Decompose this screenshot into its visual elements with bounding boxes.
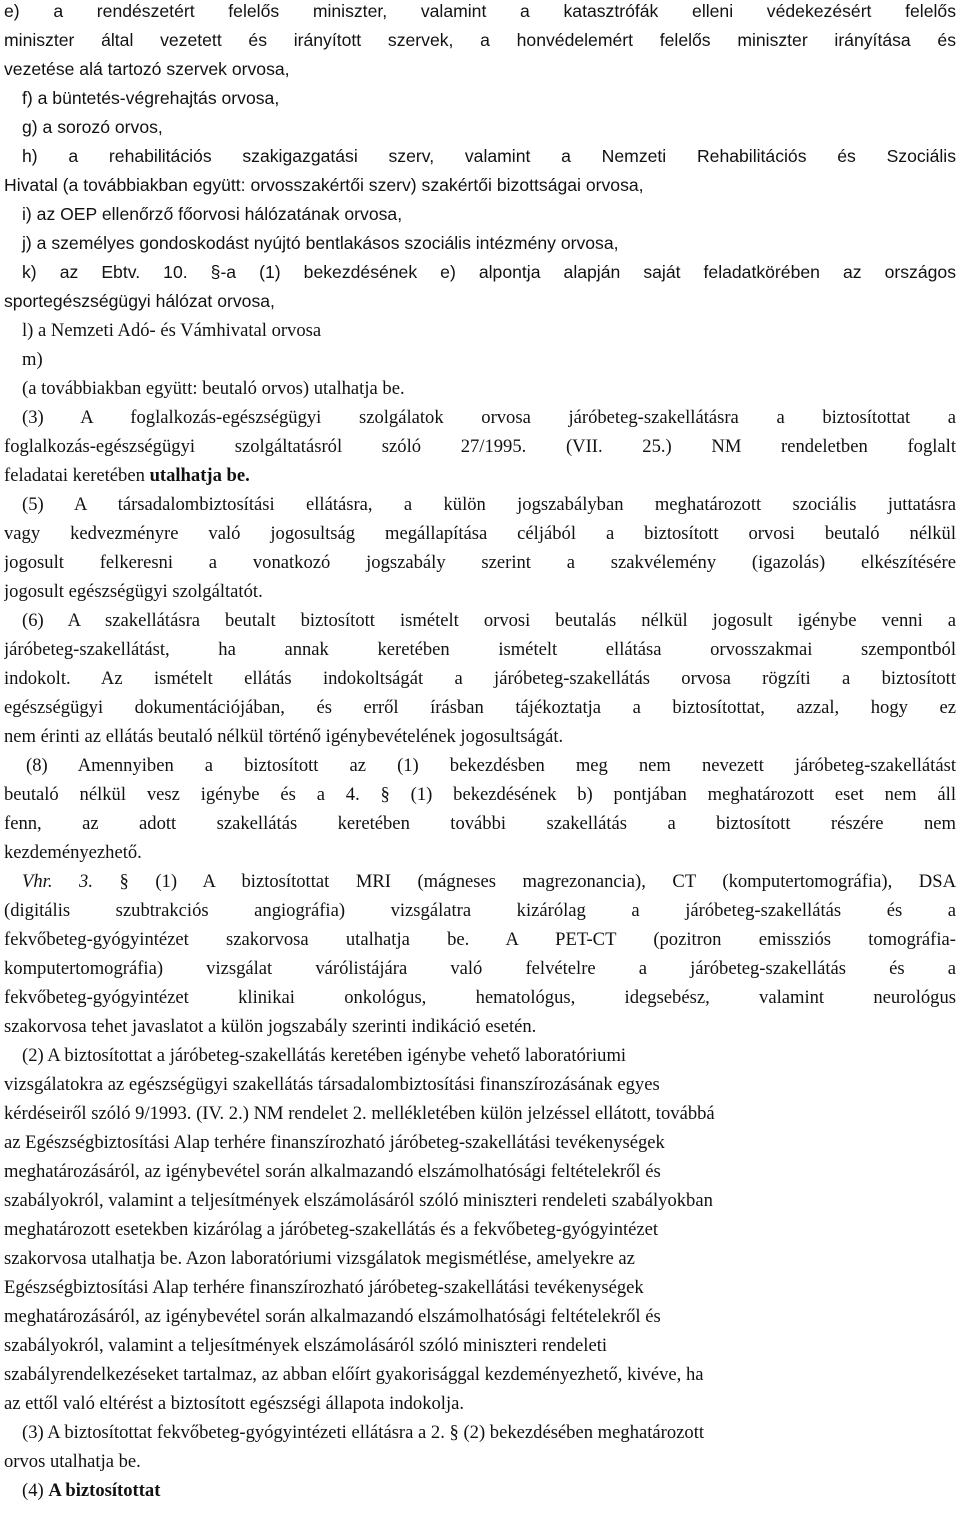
line-text: l) a Nemzeti Adó- és Vámhivatal orvosa [22,320,322,341]
line-text: vezetése alá tartozó szervek orvosa, [4,59,290,79]
text-line [4,1447,956,1476]
text-line [4,403,956,432]
text-line [4,55,956,84]
line-text: jogosult felkeresni a vonatkozó jogszabály szerint a szakvélemény (igazolás) elkészítésére [4,552,956,573]
line-text: g) a sorozó orvos, [22,117,163,137]
text-line [4,664,956,693]
text-line [4,577,956,606]
line-text: i) az OEP ellenőrző főorvosi hálózatának orvosa, [22,204,403,224]
text-line [4,606,956,635]
line-text: j) a személyes gondoskodást nyújtó bentlakásos szociális intézmény orvosa, [22,233,619,253]
text-line [4,1389,956,1418]
text-line [4,1331,956,1360]
line-text: meghatározott esetekben kizárólag a járóbeteg-szakellátás és a fekvőbeteg-gyógyintézet [4,1219,659,1240]
text-line [4,1215,956,1244]
line-text: az Egészségbiztosítási Alap terhére finanszírozható járóbeteg-szakellátási tevékenységek [4,1132,665,1153]
line-text: (3) A foglalkozás-egészségügyi szolgálatok orvosa járóbeteg-szakellátásra a biztosítottat a [22,407,956,428]
line-text: § (1) A biztosítottat MRI (mágneses magrezonancia), CT (komputertomográfia), DSA [92,871,956,892]
bold-text: utalhatja be. [149,465,250,486]
line-text: indokolt. Az ismételt ellátás indokoltságát a járóbeteg-szakellátás orvosa rögzíti a biztosított [4,668,956,689]
line-text: meghatározásáról, az igénybevétel során alkalmazandó elszámolhatósági feltételekről és [4,1306,661,1327]
line-text: e) a rendészetért felelős miniszter, valamint a katasztrófák elleni védekezésért felelős [4,1,956,21]
text-line [4,838,956,867]
text-line [4,1099,956,1128]
text-line [4,519,956,548]
text-line [4,432,956,461]
text-line [4,867,956,896]
text-line [4,722,956,751]
text-line [4,200,956,229]
text-line [4,374,956,403]
line-text: szakorvosa utalhatja be. Azon laboratóriumi vizsgálatok megismétlése, amelyekre az [4,1248,635,1269]
text-line [4,316,956,345]
bold-text: A biztosítottat [48,1480,161,1501]
text-line [4,1070,956,1099]
text-line [4,1128,956,1157]
line-text: (6) A szakellátásra beutalt biztosított ismételt orvosi beutalás nélkül jogosult igénybe venni a [22,610,956,631]
text-line [4,229,956,258]
line-text: feladatai keretében [4,465,150,486]
line-text: fekvőbeteg-gyógyintézet klinikai onkológus, hematológus, idegsebész, valamint neurológus [4,987,956,1008]
section-ref: Vhr. 3. [22,871,93,892]
line-text: k) az Ebtv. 10. §-a (1) bekezdésének e) alpontja alapján saját feladatkörében az országos [22,262,956,282]
line-text: sportegészségügyi hálózat orvosa, [4,291,275,311]
text-line [4,1302,956,1331]
line-text: (a továbbiakban együtt: beutaló orvos) utalhatja be. [22,378,405,399]
line-text: miniszter által vezetett és irányított szervek, a honvédelemért felelős miniszter irányítása és [4,30,956,50]
line-text: (2) A biztosítottat a járóbeteg-szakellátás keretében igénybe vehető laboratóriumi [22,1045,627,1066]
line-text: szakorvosa tehet javaslatot a külön jogszabály szerinti indikáció esetén. [4,1016,537,1037]
text-line [4,1418,956,1447]
text-line [4,635,956,664]
text-line [4,26,956,55]
text-line [4,751,956,780]
text-line [4,1360,956,1389]
line-text: m) [22,349,43,370]
text-line [4,809,956,838]
text-line [4,1186,956,1215]
line-text: szabályokról, valamint a teljesítmények elszámolásáról szóló miniszteri rendeleti szabályokban [4,1190,713,1211]
text-line [4,113,956,142]
line-text: Hivatal (a továbbiakban együtt: orvosszakértői szerv) szakértői bizottságai orvosa, [4,175,644,195]
line-text: (4) [22,1480,49,1501]
text-line [4,142,956,171]
line-text: f) a büntetés-végrehajtás orvosa, [22,88,280,108]
line-text: (5) A társadalombiztosítási ellátásra, a külön jogszabályban meghatározott szociális juttatásra [22,494,956,515]
line-text: vagy kedvezményre való jogosultság megállapítása céljából a biztosított orvosi beutaló nélkül [4,523,956,544]
text-line [4,0,956,26]
text-line [4,1244,956,1273]
line-text: orvos utalhatja be. [4,1451,141,1472]
line-text: járóbeteg-szakellátást, ha annak keretében ismételt ellátása orvosszakmai szempontból [4,639,956,660]
line-text: jogosult egészségügyi szolgáltatót. [4,581,263,602]
text-line [4,1012,956,1041]
text-line [4,84,956,113]
line-text: fekvőbeteg-gyógyintézet szakorvosa utalhatja be. A PET-CT (pozitron emissziós tomográfia- [4,929,956,950]
line-text: fenn, az adott szakellátás keretében további szakellátás a biztosított részére nem [4,813,956,834]
text-line [4,548,956,577]
text-line [4,983,956,1012]
line-text: kérdéseiről szóló 9/1993. (IV. 2.) NM rendelet 2. mellékletében külön jelzéssel ellátott, továbbá [4,1103,715,1124]
text-line [4,780,956,809]
line-text: (3) A biztosítottat fekvőbeteg-gyógyintézeti ellátásra a 2. § (2) bekezdésében meghatározott [22,1422,705,1443]
line-text: egészségügyi dokumentációjában, és erről írásban tájékoztatja a biztosítottat, azzal, hogy ez [4,697,956,718]
line-text: Egészségbiztosítási Alap terhére finanszírozható járóbeteg-szakellátási tevékenységek [4,1277,644,1298]
text-line [4,490,956,519]
line-text: komputertomográfia) vizsgálat várólistájára való felvételre a járóbeteg-szakellátás és a [4,958,956,979]
text-line [4,461,956,490]
text-line [4,896,956,925]
line-text: meghatározásáról, az igénybevétel során alkalmazandó elszámolhatósági feltételekről és [4,1161,661,1182]
text-line [4,1041,956,1070]
text-line [4,1157,956,1186]
text-line [4,693,956,722]
text-line [4,1273,956,1302]
text-line [4,287,956,316]
line-text: nem érinti az ellátás beutaló nélkül történő igénybevételének jogosultságát. [4,726,564,747]
line-text: szabályrendelkezéseket tartalmaz, az abban előírt gyakorisággal kezdeményezhető, kivéve, ha [4,1364,704,1385]
line-text: az ettől való eltérést a biztosított egészségi állapota indokolja. [4,1393,465,1414]
line-text: (digitális szubtrakciós angiográfia) vizsgálatra kizárólag a járóbeteg-szakellátás és a [4,900,956,921]
line-text: h) a rehabilitációs szakigazgatási szerv, valamint a Nemzeti Rehabilitációs és Szociális [22,146,956,166]
line-text: kezdeményezhető. [4,842,142,863]
text-line [4,954,956,983]
line-text: foglalkozás-egészségügyi szolgáltatásról szóló 27/1995. (VII. 25.) NM rendeletben foglalt [4,436,956,457]
text-line [4,345,956,374]
text-line [4,925,956,954]
text-line [4,258,956,287]
line-text: beutaló nélkül vesz igénybe és a 4. § (1) bekezdésének b) pontjában meghatározott eset nem áll [4,784,956,805]
text-line [4,171,956,200]
text-line [4,1476,956,1505]
line-text: szabályokról, valamint a teljesítmények elszámolásáról szóló miniszteri rendeleti [4,1335,608,1356]
line-text: vizsgálatokra az egészségügyi szakellátás társadalombiztosítási finanszírozásának egyes [4,1074,660,1095]
line-text: (8) Amennyiben a biztosított az (1) bekezdésben meg nem nevezett járóbeteg-szakellátást [26,755,956,776]
